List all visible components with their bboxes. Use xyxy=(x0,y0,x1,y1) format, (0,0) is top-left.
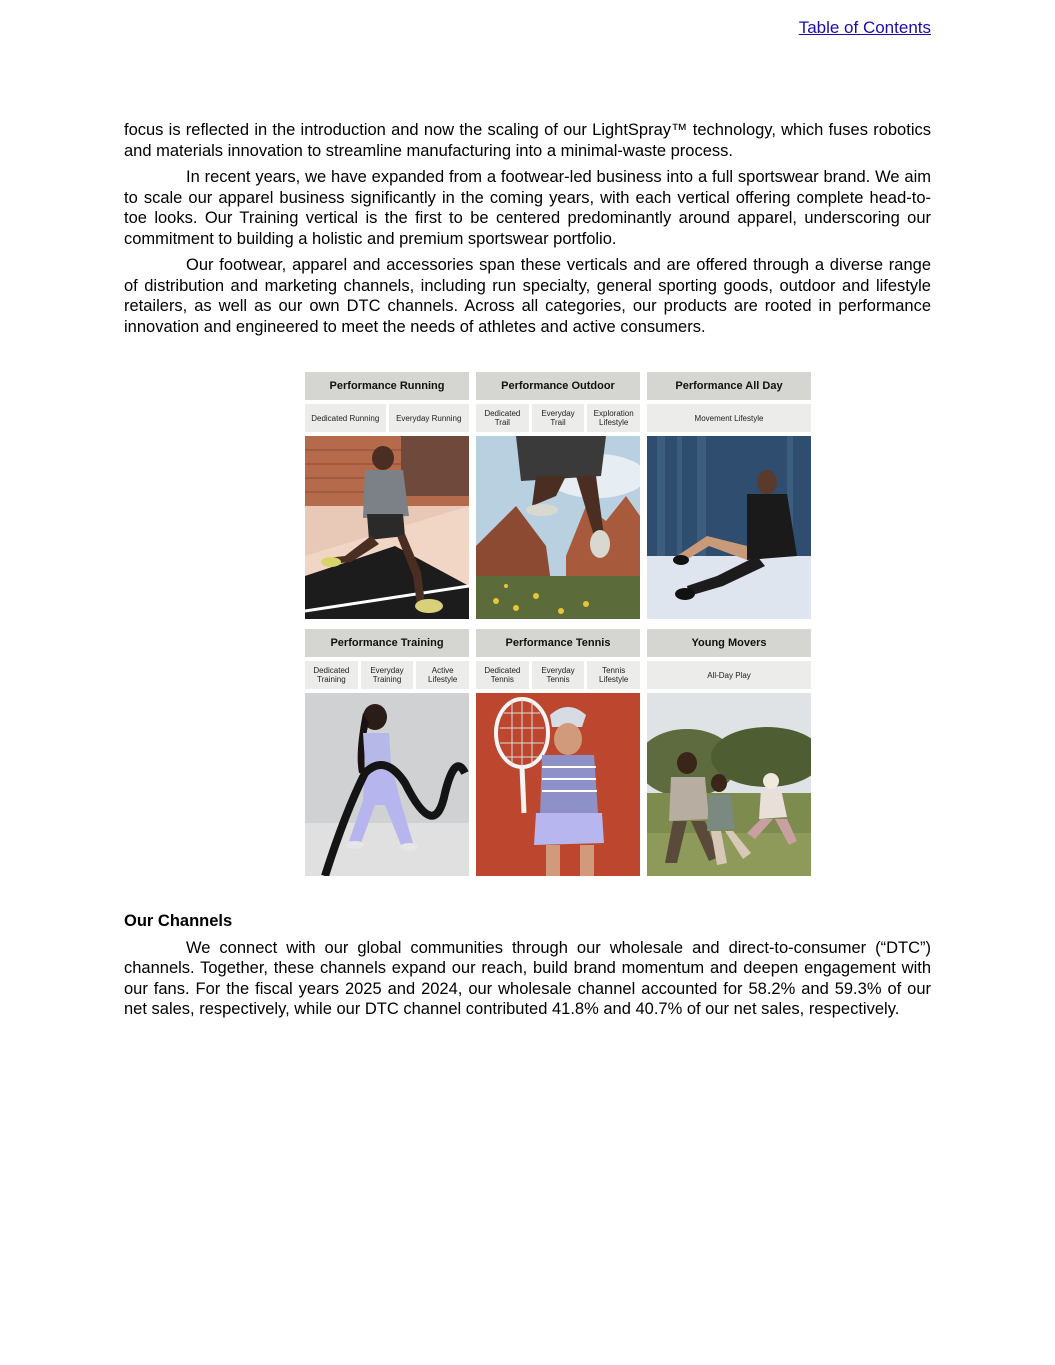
vertical-sub-label: Everyday Trail xyxy=(532,404,585,432)
vertical-sub-label: Dedicated Running xyxy=(305,404,386,432)
vertical-title: Performance Running xyxy=(305,372,469,400)
section-heading: Our Channels xyxy=(124,912,233,930)
all-day-photo xyxy=(647,436,811,619)
intro-paragraph-2: In recent years, we have expanded from a footwear-led business into a full sportswear brand. We aim to scale our apparel business significantly in the coming years, with each vertical offering complete head-to-toe looks. Our Training vertical is the first to be centered predominantly around apparel, underscoring our commitment to building a holistic and premium sportswear portfolio. xyxy=(124,168,931,248)
vertical-title: Performance Training xyxy=(305,629,469,657)
vertical-sub-label: Dedicated Training xyxy=(305,661,358,689)
intro-text xyxy=(124,120,931,343)
vertical-sub-label: Exploration Lifestyle xyxy=(587,404,640,432)
vertical-sub-label: Tennis Lifestyle xyxy=(587,661,640,689)
channels-paragraph: We connect with our global communities through our wholesale and direct-to-consumer (“DTC”) channels. Together, these channels expand our reach, build brand momentum and deepen engagement with our fans. For the fiscal years 2025 and 2024, our wholesale channel accounted for 58.2% and 59.3% of our net sales, respectively, while our DTC channel contributed 41.8% and 40.7% of our net sales, respectively. xyxy=(124,938,931,1018)
product-verticals-grid xyxy=(305,372,811,877)
vertical-young-movers xyxy=(647,629,811,876)
vertical-sub-label: Dedicated Tennis xyxy=(476,661,529,689)
vertical-sub-label: Movement Lifestyle xyxy=(647,404,811,432)
vertical-sub-label: Dedicated Trail xyxy=(476,404,529,432)
vertical-sub-label: Everyday Tennis xyxy=(532,661,585,689)
vertical-title: Performance Outdoor xyxy=(476,372,640,400)
vertical-title: Young Movers xyxy=(647,629,811,657)
vertical-sub-label: Everyday Running xyxy=(389,404,470,432)
training-photo xyxy=(305,693,469,876)
running-photo xyxy=(305,436,469,619)
tennis-photo xyxy=(476,693,640,876)
intro-paragraph-1: focus is reflected in the introduction and now the scaling of our LightSpray™ technology, which fuses robotics and materials innovation to streamline manufacturing into a minimal-waste process. xyxy=(124,121,931,160)
intro-paragraph-3: Our footwear, apparel and accessories span these verticals and are offered through a diverse range of distribution and marketing channels, including run specialty, general sporting goods, outdoor and lifestyle retailers, as well as our own DTC channels. Across all categories, our products are rooted in performance innovation and engineered to meet the needs of athletes and active consumers. xyxy=(124,256,931,336)
vertical-title: Performance All Day xyxy=(647,372,811,400)
vertical-sub-label: All-Day Play xyxy=(647,661,811,689)
vertical-performance-tennis xyxy=(476,629,640,876)
table-of-contents-link[interactable]: Table of Contents xyxy=(798,18,931,37)
vertical-performance-all-day xyxy=(647,372,811,619)
young-movers-photo xyxy=(647,693,811,876)
vertical-performance-training xyxy=(305,629,469,876)
vertical-performance-running xyxy=(305,372,469,619)
channels-section xyxy=(124,911,931,1026)
vertical-title: Performance Tennis xyxy=(476,629,640,657)
vertical-sub-label: Active Lifestyle xyxy=(416,661,469,689)
outdoor-photo xyxy=(476,436,640,619)
vertical-sub-label: Everyday Training xyxy=(361,661,414,689)
vertical-performance-outdoor xyxy=(476,372,640,619)
